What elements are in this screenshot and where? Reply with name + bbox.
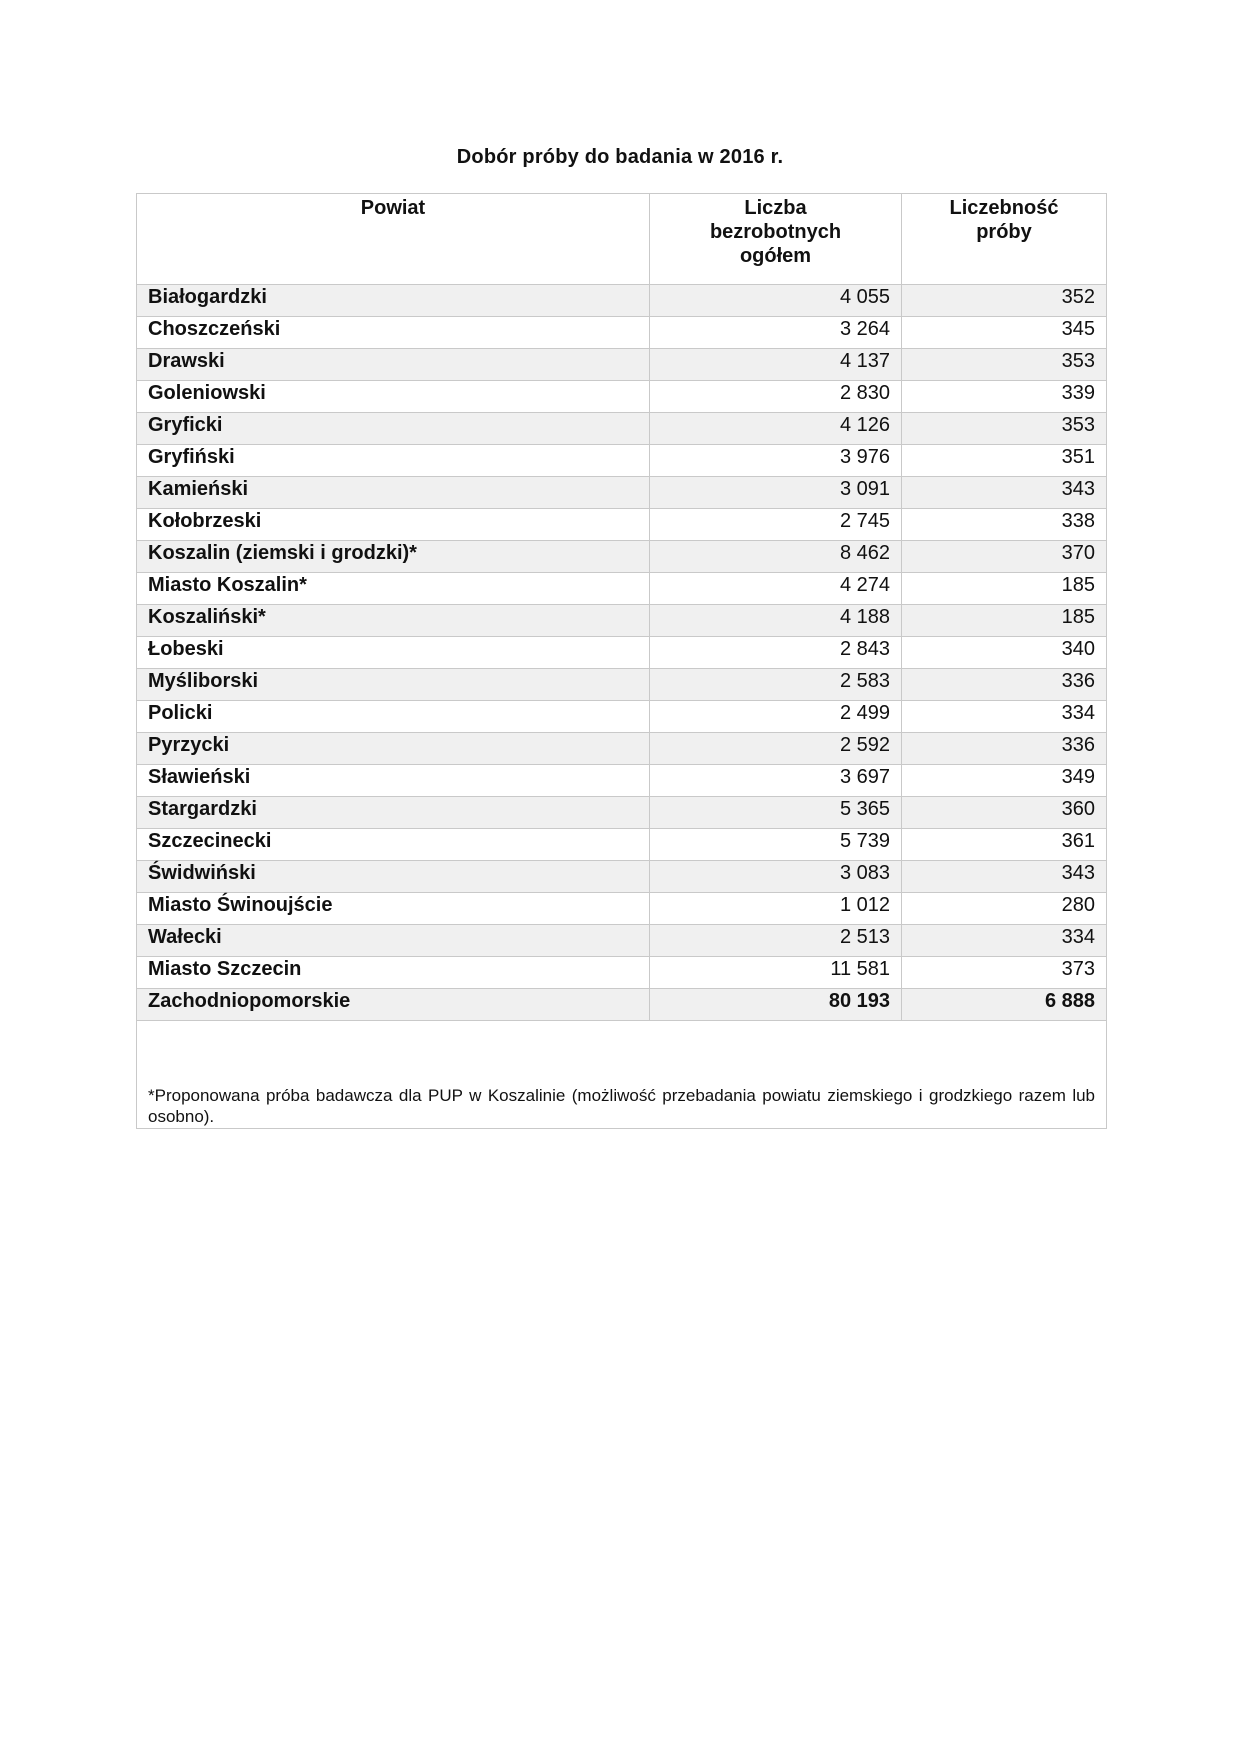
cell-bezrobotni: 2 513: [650, 925, 902, 957]
table-row: [137, 285, 1107, 317]
cell-bezrobotni: 2 592: [650, 733, 902, 765]
cell-powiat: Wałecki: [137, 925, 650, 957]
cell-proba: 345: [902, 317, 1107, 349]
table-total-row: [137, 989, 1107, 1021]
cell-bezrobotni: 11 581: [650, 957, 902, 989]
cell-proba: 6 888: [902, 989, 1107, 1021]
cell-proba: 370: [902, 541, 1107, 573]
table-row: [137, 765, 1107, 797]
cell-bezrobotni: 80 193: [650, 989, 902, 1021]
cell-bezrobotni: 3 091: [650, 477, 902, 509]
cell-powiat: Szczecinecki: [137, 829, 650, 861]
cell-bezrobotni: 3 976: [650, 445, 902, 477]
cell-bezrobotni: 4 126: [650, 413, 902, 445]
page-title: Dobór próby do badania w 2016 r.: [456, 146, 784, 168]
table-row: [137, 605, 1107, 637]
cell-bezrobotni: 4 137: [650, 349, 902, 381]
cell-powiat: Gryfiński: [137, 445, 650, 477]
cell-proba: 336: [902, 669, 1107, 701]
cell-powiat: Miasto Koszalin*: [137, 573, 650, 605]
table-row: [137, 413, 1107, 445]
table-row: [137, 669, 1107, 701]
cell-proba: 334: [902, 925, 1107, 957]
cell-bezrobotni: 5 739: [650, 829, 902, 861]
table-body: [137, 285, 1107, 1129]
cell-proba: 343: [902, 861, 1107, 893]
table-row: [137, 349, 1107, 381]
cell-powiat: Kamieński: [137, 477, 650, 509]
cell-proba: 338: [902, 509, 1107, 541]
cell-bezrobotni: 3 264: [650, 317, 902, 349]
table-row: [137, 797, 1107, 829]
cell-powiat: Kołobrzeski: [137, 509, 650, 541]
cell-powiat: Goleniowski: [137, 381, 650, 413]
footnote: *Proponowana próba badawcza dla PUP w Koszalinie (możliwość przebadania powiatu ziemskiego i grodzkiego razem lub osobno).: [148, 1086, 1095, 1126]
cell-bezrobotni: 5 365: [650, 797, 902, 829]
table-row: [137, 445, 1107, 477]
cell-powiat: Miasto Szczecin: [137, 957, 650, 989]
cell-powiat: Świdwiński: [137, 861, 650, 893]
cell-powiat: Sławieński: [137, 765, 650, 797]
cell-bezrobotni: 4 274: [650, 573, 902, 605]
cell-powiat: Myśliborski: [137, 669, 650, 701]
table-row: [137, 925, 1107, 957]
header-proba: Liczebność próby: [902, 194, 1107, 285]
table-row: [137, 477, 1107, 509]
cell-proba: 185: [902, 605, 1107, 637]
cell-proba: 334: [902, 701, 1107, 733]
table-row: [137, 701, 1107, 733]
cell-powiat: Pyrzycki: [137, 733, 650, 765]
cell-powiat: Łobeski: [137, 637, 650, 669]
cell-bezrobotni: 1 012: [650, 893, 902, 925]
cell-proba: 336: [902, 733, 1107, 765]
cell-powiat: Gryficki: [137, 413, 650, 445]
cell-bezrobotni: 2 745: [650, 509, 902, 541]
header-powiat: Powiat: [137, 194, 650, 285]
cell-powiat: Drawski: [137, 349, 650, 381]
table-row: [137, 541, 1107, 573]
cell-proba: 343: [902, 477, 1107, 509]
cell-bezrobotni: 2 830: [650, 381, 902, 413]
table-header-row: [137, 194, 1107, 285]
sample-table: [136, 193, 1107, 1129]
cell-proba: 353: [902, 349, 1107, 381]
cell-proba: 185: [902, 573, 1107, 605]
cell-bezrobotni: 2 583: [650, 669, 902, 701]
cell-bezrobotni: 3 697: [650, 765, 902, 797]
cell-powiat: Choszczeński: [137, 317, 650, 349]
cell-powiat: Policki: [137, 701, 650, 733]
cell-powiat: Stargardzki: [137, 797, 650, 829]
table-row: [137, 829, 1107, 861]
cell-bezrobotni: 4 188: [650, 605, 902, 637]
cell-proba: 351: [902, 445, 1107, 477]
cell-powiat: Białogardzki: [137, 285, 650, 317]
cell-powiat: Koszaliński*: [137, 605, 650, 637]
cell-powiat: Miasto Świnoujście: [137, 893, 650, 925]
cell-proba: 352: [902, 285, 1107, 317]
header-bezrobotni: Liczba bezrobotnych ogółem: [650, 194, 902, 285]
cell-proba: 339: [902, 381, 1107, 413]
table-row: [137, 861, 1107, 893]
cell-proba: 340: [902, 637, 1107, 669]
cell-powiat: Koszalin (ziemski i grodzki)*: [137, 541, 650, 573]
cell-bezrobotni: 4 055: [650, 285, 902, 317]
table-row: [137, 957, 1107, 989]
cell-bezrobotni: 2 843: [650, 637, 902, 669]
footnote-cell: [137, 1021, 1107, 1129]
cell-proba: 361: [902, 829, 1107, 861]
cell-powiat: Zachodniopomorskie: [137, 989, 650, 1021]
cell-bezrobotni: 3 083: [650, 861, 902, 893]
cell-proba: 360: [902, 797, 1107, 829]
cell-bezrobotni: 2 499: [650, 701, 902, 733]
table-row: [137, 733, 1107, 765]
table-row: [137, 381, 1107, 413]
table-row: [137, 637, 1107, 669]
cell-proba: 353: [902, 413, 1107, 445]
cell-proba: 280: [902, 893, 1107, 925]
table-row: [137, 893, 1107, 925]
cell-proba: 373: [902, 957, 1107, 989]
table-row: [137, 317, 1107, 349]
footnote-row: [137, 1021, 1107, 1129]
cell-proba: 349: [902, 765, 1107, 797]
table-row: [137, 573, 1107, 605]
cell-bezrobotni: 8 462: [650, 541, 902, 573]
table-row: [137, 509, 1107, 541]
